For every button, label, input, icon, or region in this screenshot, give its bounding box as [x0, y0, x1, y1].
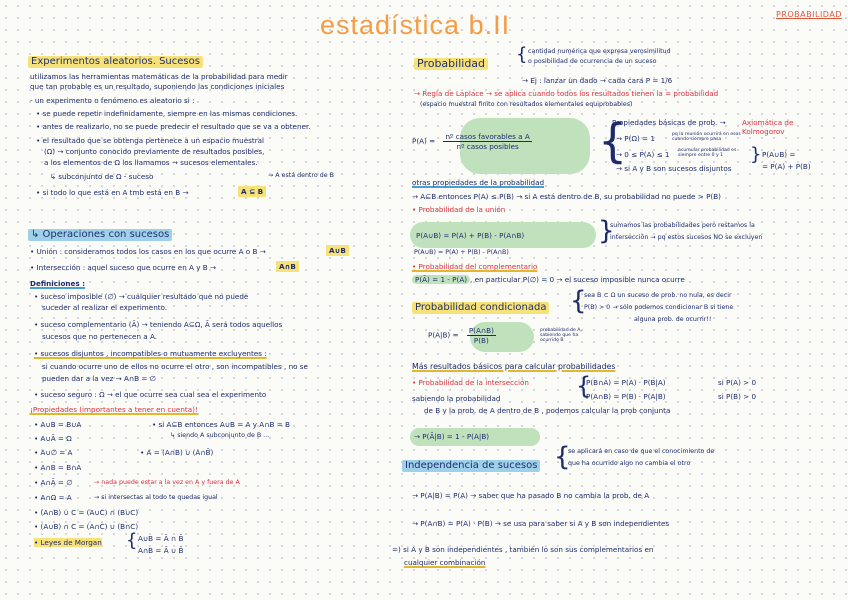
conditional-brace: {: [570, 286, 587, 316]
axiom-1-note: pq la reunión ocurrirá en esos cuando siempre pasa: [672, 132, 741, 143]
experimentos-heading: Experimentos aleatorios. Sucesos: [28, 56, 203, 68]
subset-note: → A está dentro de B: [268, 172, 334, 179]
complement-def-1: • suceso complementario (Ā) → teniendo A⊆Ω, Ā será todos aquellos: [34, 320, 283, 329]
conditional-note-3: alguna prob. de ocurrir!!: [634, 316, 712, 323]
independence-final-2: cualquier combinación: [404, 558, 486, 567]
morgan-brace: {: [126, 530, 138, 551]
conditional-note-1: sea B ⊂ Ω un suceso de prob. no nula, es decir: [584, 292, 732, 299]
prop-union-complement: • A∪Ā = Ω: [34, 434, 72, 443]
operaciones-heading: ↳ Operaciones con sucesos: [28, 229, 172, 241]
impossible-event-1: • suceso imposible (∅) → cualquier resultado que no puede: [34, 292, 249, 301]
axiom-3-result-2: = P(A) + P(B): [762, 162, 811, 171]
independence-heading: Independencia de sucesos: [402, 460, 540, 472]
complement-prob-heading: • Probabilidad del complementario: [412, 262, 538, 271]
prob-def-2: o posibilidad de ocurrencia de un suceso: [528, 58, 657, 65]
definiciones-heading: Definiciones :: [30, 279, 86, 288]
intersection-formula: A∩B: [276, 261, 299, 272]
independence-note-1: se aplicará en caso de que el conocimiento de: [568, 448, 715, 455]
intro-line-2: que tan probable es un resultado, suponiendo las condiciones iniciales: [30, 82, 285, 91]
axiom-1: → P(Ω) = 1: [616, 134, 655, 143]
intersection-condition-2: si P(B) > 0: [718, 392, 757, 401]
conditional-small-note: probabilidad de A, sabiendo que ha ocurrido B: [540, 328, 582, 344]
laplace-fraction: [443, 132, 531, 151]
prop-intersection-omega: • A∩Ω = A: [34, 493, 72, 502]
independence-final-1: =) si A y B son independientes , también lo son sus complementarios en: [392, 545, 654, 554]
basic-props-heading: Propiedades básicas de prob. →: [612, 118, 726, 127]
morgan-law-1: A∪B = Ā ∩ B̄: [138, 534, 184, 543]
union-note-2: intersección → pq estos sucesos NO se excluyen: [610, 234, 763, 241]
experiment-definition: - un experimento o fenómeno es aleatorio si :: [30, 96, 195, 105]
prop-union-commutative: • A∪B = B∪A: [34, 420, 82, 429]
intersection-formula-2: P(A∩B) = P(B) · P(A|B): [586, 392, 666, 401]
intersection-condition-1: si P(A) > 0: [718, 378, 757, 387]
prop-distributive-2: • (A∪B) ∩ C = (A∩C) ∪ (B∩C): [34, 522, 139, 531]
independence-note-2: que ha ocurrido algo no cambia el otro: [568, 460, 691, 467]
dice-example: → Ej : lanzar un dado → cada cara P = 1/6: [522, 76, 673, 85]
impossible-event-2: suceder al realizar el experimento.: [42, 303, 168, 312]
morgan-heading: [34, 538, 102, 547]
independence-rule-2: → P(A∩B) = P(A) · P(B) → se usa para saber si A y B son independientes: [412, 519, 670, 528]
conditional-lhs: P(A|B) =: [428, 330, 459, 340]
complement-prob-formula: P(Ā) = 1 - P(A): [412, 275, 470, 284]
axiom-3: → si A y B son sucesos disjuntos: [616, 164, 732, 173]
cond-complement-formula: → P(Ā|B) = 1 - P(A|B): [414, 432, 490, 441]
laplace-rule: → Regla de Laplace → se aplica cuando todos los resultados tienen la = probabilidad: [414, 89, 719, 98]
conditional-denominator: P(B): [473, 336, 489, 345]
bullet-unpredictable: • antes de realizarlo, no se puede predecir el resultado que se va a obtener.: [36, 122, 311, 131]
intro-line-1: utilizamos las herramientas matemáticas de la probabilidad para medir: [30, 72, 288, 81]
bullet-repeat: • se puede repetir indefinidamente, siempre en las mismas condiciones.: [36, 109, 298, 118]
prob-def-brace: {: [516, 44, 528, 65]
prob-def-1: cantidad numérica que expresa verosimilitud: [528, 48, 671, 55]
intersection-note-1: sabiendo la probabilidad: [412, 394, 501, 403]
prop-intersection-complement: • A∩Ā = ∅: [34, 478, 73, 487]
intersection-formula-1: P(B∩A) = P(A) · P(B|A): [586, 378, 666, 387]
complement-prob-line: [412, 275, 685, 284]
prop-subset-rule: • si A⊆B entonces A∪B = A y A∩B = B: [152, 420, 290, 429]
prop-intersection-complement-note: → nada puede estar a la vez en A y fuera de A: [94, 479, 240, 486]
bullet-sample-space-3: a los elementos de Ω los llamamos → sucesos elementales.: [44, 158, 258, 167]
union-note-brace: }: [598, 216, 615, 246]
otras-props-heading: otras propiedades de la probabilidad: [412, 178, 545, 187]
topic-badge: PROBABILIDAD: [776, 10, 842, 19]
mas-resultados-heading: Más resultados básicos para calcular probabilidades: [412, 362, 616, 371]
otras-prop-1: → A⊆B entonces P(A) ≤ P(B) → si A está dentro de B, su probabilidad no puede > P(B): [412, 192, 721, 201]
conditional-heading: Probabilidad condicionada: [412, 302, 549, 314]
kolmogorov-label: Axiomática de Kolmogorov: [742, 118, 794, 136]
conditional-formula: [428, 326, 496, 345]
laplace-lhs: P(A) =: [412, 136, 436, 146]
conditional-numerator: P(A∩B): [468, 326, 494, 335]
intersection-brace: {: [576, 372, 592, 400]
morgan-label: • Leyes de Morgan: [34, 538, 102, 547]
page-title: estadística b.II: [320, 10, 511, 40]
subset-definition: ↳ subconjunto de Ω - suceso: [50, 172, 154, 181]
disjoint-def-3: pueden dar a la vez → A∩B = ∅: [42, 374, 156, 383]
subset-formula: A ⊆ B: [238, 186, 266, 197]
sure-event-def: • suceso seguro : Ω → el que ocurre sea cual sea el experimento: [34, 390, 267, 399]
union-note-1: sumamos las probabilidades pero restamos la: [610, 222, 755, 229]
probabilidad-heading: Probabilidad: [414, 58, 488, 70]
disjoint-def-1: • sucesos disjuntos , incompatibles o mutuamente excluyentes :: [34, 349, 267, 358]
kolmogorov-1: [742, 118, 834, 136]
intersection-note-2: de B y la prob. de A dentro de B , podemos calcular la prob conjunta: [424, 406, 671, 415]
union-formula: A∪B: [326, 245, 349, 256]
prop-intersection-commutative: • A∩B = B∩A: [34, 463, 82, 472]
axiom-2-note: acumular probabilidad es siempre entre 0 y 1: [678, 148, 737, 159]
union-definition: • Unión : consideramos todos los casos en los que ocurre A o B →: [30, 247, 266, 256]
propiedades-heading: ¡Propiedades (importantes a tener en cuenta)!: [30, 405, 198, 414]
prop-intersection-omega-note: → si intersectas al todo te quedas igual: [94, 494, 218, 501]
laplace-formula: [412, 132, 532, 151]
bullet-contained: • si todo lo que está en A tmb está en B →: [36, 188, 189, 197]
laplace-denominator: nº casos posibles: [456, 142, 519, 151]
conditional-fraction: [467, 326, 496, 345]
complement-prob-note: , en particular P(∅) = 0 → el suceso imposible nunca ocurre: [470, 275, 685, 284]
bullet-sample-space-1: • el resultado que se obtenga pertenece a un espacio muestral: [36, 136, 265, 145]
basic-props-brace: {: [598, 114, 628, 168]
complement-def-2: sucesos que no pertenecen a A.: [42, 332, 158, 341]
morgan-law-2: A∩B = Ā ∪ B̄: [138, 546, 184, 555]
bullet-sample-space-2: (Ω) → conjunto conocido previamente de resultados posibles,: [44, 147, 265, 156]
prop-partition: • A = (A∩B) ∪ (A∩B̄): [140, 448, 214, 457]
intersection-prob-heading: • Probabilidad de la intersección: [412, 378, 529, 387]
laplace-numerator: nº casos favorables a A: [445, 132, 530, 141]
prop-subset-note: ↳ siendo A subconjunto de B ...: [170, 432, 270, 439]
prop-union-empty: • A∪∅ = A: [34, 448, 73, 457]
conditional-note-2: P(B) > 0 → sólo podemos condicionar B si tiene: [584, 304, 734, 311]
intersection-definition: • Intersección : aquel suceso que ocurre en A y B →: [30, 263, 217, 272]
disjoint-def-2: si cuando ocurre uno de ellos no ocurre el otro , son incompatibles , no se: [42, 362, 308, 371]
prop-distributive-1: • (A∩B) ∪ C = (A∪C) ∩ (B∪C): [34, 508, 139, 517]
axiom-3-result-1: P(A∪B) =: [762, 150, 796, 159]
axiom-3-brace: }: [750, 144, 762, 165]
independence-brace: {: [554, 442, 571, 472]
union-prob-formula: P(A∪B) = P(A) + P(B) - P(A∩B): [416, 231, 525, 240]
union-prob-formula-2: P(A∪B) = P(A) + P(B) - P(A∩B): [414, 249, 509, 256]
union-prob-heading: • Probabilidad de la unión: [412, 205, 506, 214]
laplace-note: (espacio muestral finito con resultados elementales equiprobables): [420, 101, 633, 108]
independence-rule-1: → P(A|B) = P(A) → saber que ha pasado B no cambia la prob. de A: [412, 491, 650, 500]
axiom-2: → 0 ≤ P(A) ≤ 1: [616, 150, 670, 159]
